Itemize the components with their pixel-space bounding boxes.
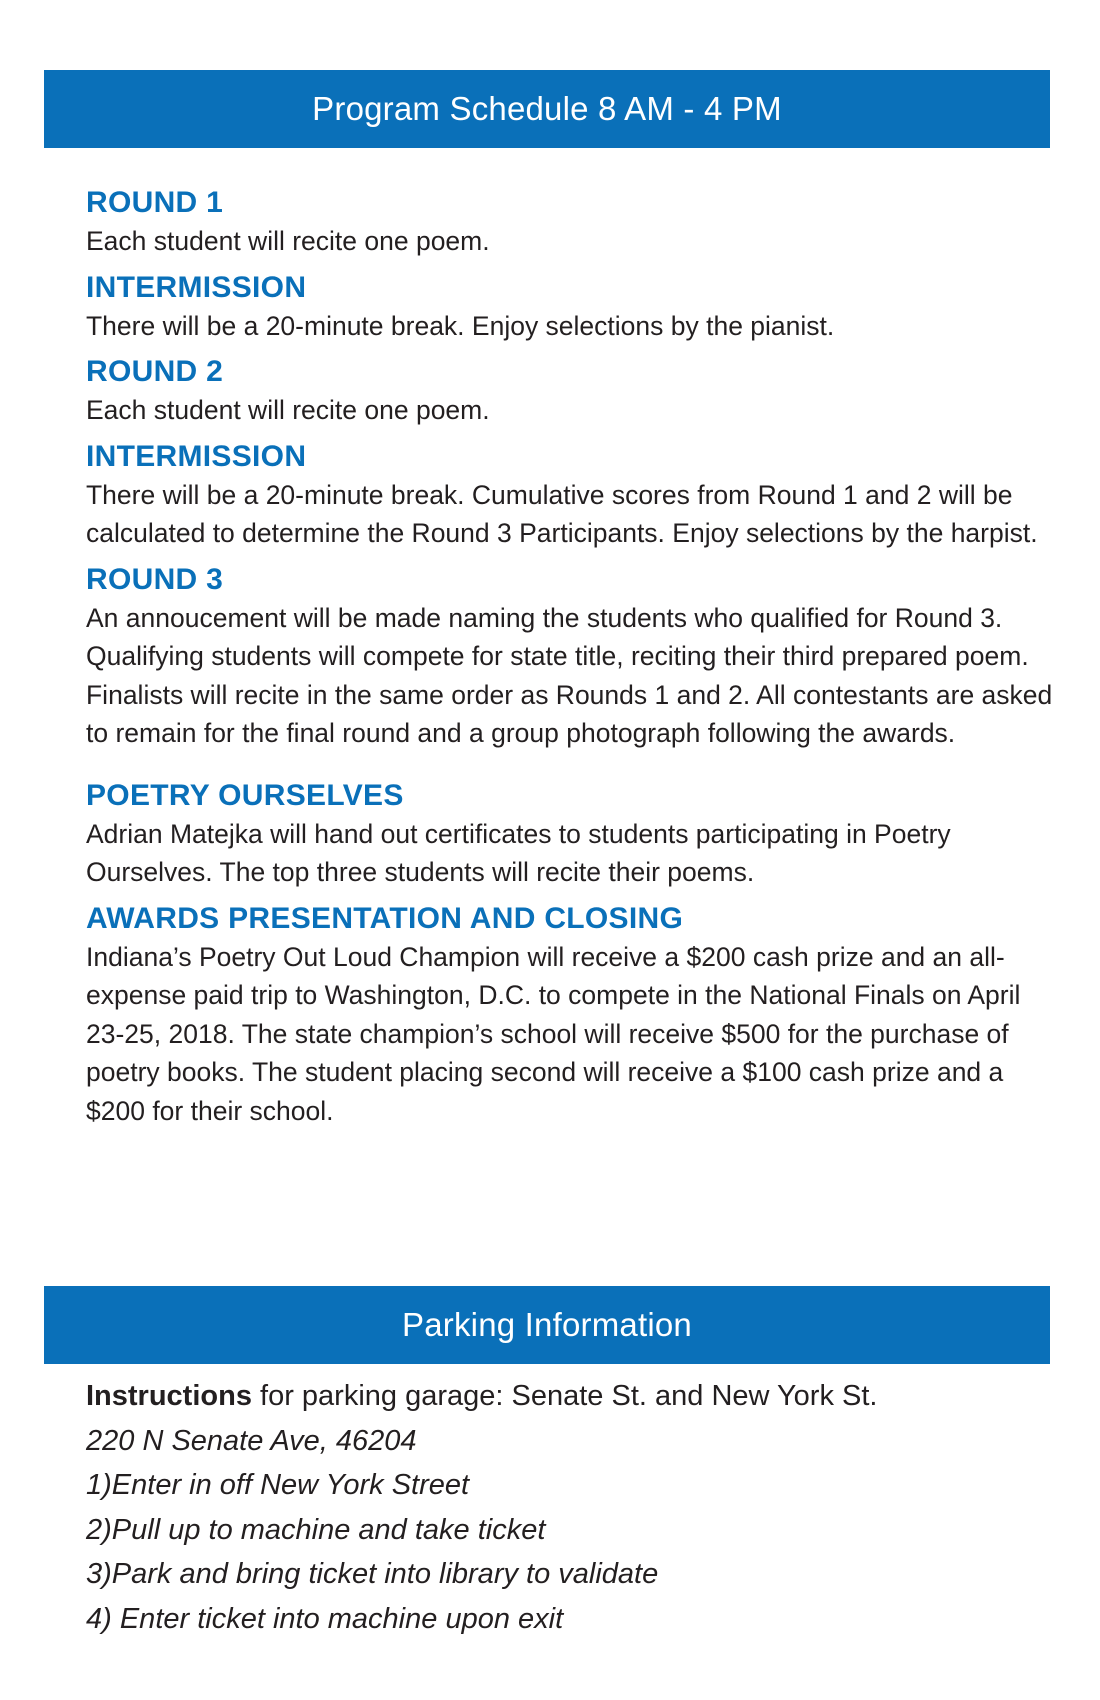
section-heading: POETRY OURSELVES <box>86 778 404 812</box>
section-heading: AWARDS PRESENTATION AND CLOSING <box>86 901 684 935</box>
instructions-label: Instructions <box>86 1380 252 1412</box>
section-awards <box>86 900 1056 1131</box>
section-text: There will be a 20-minute break. Enjoy selections by the pianist. <box>86 310 835 341</box>
instructions-text: for parking garage: Senate St. and New York St. <box>251 1380 878 1412</box>
parking-info <box>86 1374 1066 1641</box>
section-poetry-ourselves <box>86 777 1056 892</box>
schedule-banner-title: Program Schedule 8 AM - 4 PM <box>312 90 782 127</box>
section-round-2 <box>86 353 1056 430</box>
section-text: Each student will recite one poem. <box>86 226 490 256</box>
section-intermission-2 <box>86 438 1056 553</box>
section-text: Adrian Matejka will hand out certificates to students participating in Poetry Ourselves. The top three students will recite their poems. <box>86 818 951 887</box>
section-heading: INTERMISSION <box>86 439 307 473</box>
section-text: There will be a 20-minute break. Cumulative scores from Round 1 and 2 will be calculated to determine the Round 3 Participants. Enjoy selections by the harpist. <box>86 479 1038 548</box>
section-heading: ROUND 1 <box>86 186 224 219</box>
parking-address: 220 N Senate Ave, 46204 <box>86 1424 417 1457</box>
parking-instructions-line <box>86 1374 1066 1419</box>
section-heading: INTERMISSION <box>86 270 307 304</box>
parking-step: 3)Park and bring ticket into library to validate <box>86 1558 659 1590</box>
parking-step: 2)Pull up to machine and take ticket <box>86 1513 546 1546</box>
section-text: Indiana’s Poetry Out Loud Champion will receive a $200 cash prize and an all-expense paid trip to Washington, D.C. to compete in the National Finals on April 23-25, 2018. The state champion’s school will receive $500 for the purchase of poetry books. The student placing second will receive a $100 cash prize and a $200 for their school. <box>86 941 1021 1126</box>
schedule-banner <box>44 70 1050 148</box>
section-round-1 <box>86 184 1056 261</box>
section-intermission-1 <box>86 269 1056 346</box>
section-text: An annoucement will be made naming the students who qualified for Round 3. Qualifying students will compete for state title, reciting their third prepared poem. Finalists will recite in the same order as Rounds 1 and 2. All contestants are asked to remain for the final round and a group photograph following the awards. <box>86 602 1053 748</box>
parking-banner-title: Parking Information <box>402 1306 692 1343</box>
section-round-3 <box>86 561 1056 753</box>
parking-banner <box>44 1286 1050 1364</box>
schedule-list <box>86 184 1056 1130</box>
section-heading: ROUND 3 <box>86 562 224 596</box>
section-text: Each student will recite one poem. <box>86 395 490 425</box>
parking-step: 1)Enter in off New York Street <box>86 1469 470 1501</box>
parking-step: 4) Enter ticket into machine upon exit <box>86 1602 564 1635</box>
section-heading: ROUND 2 <box>86 355 224 388</box>
